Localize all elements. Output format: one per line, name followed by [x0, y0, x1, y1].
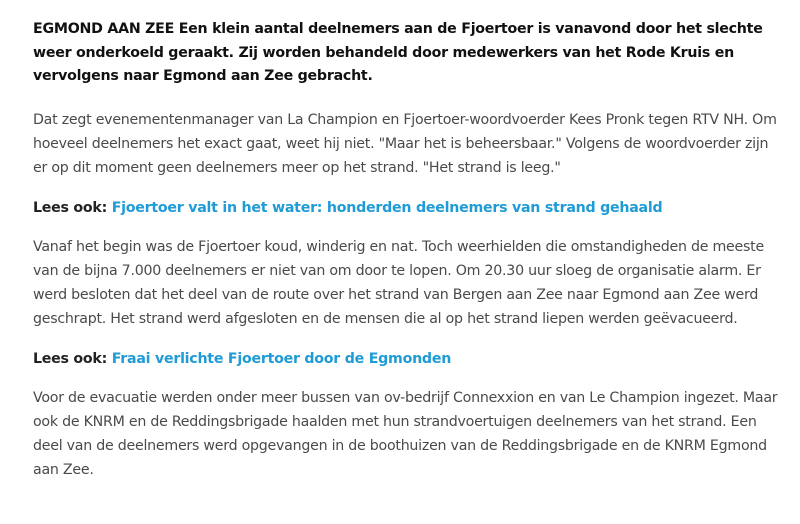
article-paragraph-3: Voor de evacuatie werden onder meer bussen van ov-bedrijf Connexxion en van Le Champion ingezet. Maar ook de KNRM en de Reddingsbrigade haalden met hun strandvoertuigen deelnemers van het strand. Een deel van de deelnemers werd opgevangen in de boothuizen van de Reddingsbrigade en de KNRM Egmond aan Zee.	[33, 389, 778, 478]
article-body	[33, 18, 785, 498]
article-lead: EGMOND AAN ZEE Een klein aantal deelnemers aan de Fjoertoer is vanavond door het slechte weer onderkoeld geraakt. Zij worden behandeld door medewerkers van het Rode Kruis en vervolgens naar Egmond aan Zee gebracht.	[33, 21, 763, 84]
read-also-label: Lees ook:	[33, 350, 112, 367]
read-also-2	[33, 347, 785, 371]
article-paragraph-2: Vanaf het begin was de Fjoertoer koud, winderig en nat. Toch weerhielden die omstandigheden de meeste van de bijna 7.000 deelnemers er niet van om door te lopen. Om 20.30 uur sloeg de organisatie alarm. Er werd besloten dat het deel van de route over het strand van Bergen aan Zee naar Egmond aan Zee werd geschrapt. Het strand werd afgesloten en de mensen die al op het strand liepen werden geëvacueerd.	[33, 238, 764, 327]
read-also-link-verlichte-fjoertoer[interactable]: Fraai verlichte Fjoertoer door de Egmonden	[111, 350, 452, 367]
read-also-1	[33, 196, 785, 220]
read-also-link-fjoertoer-water[interactable]: Fjoertoer valt in het water: honderden deelnemers van strand gehaald	[111, 199, 663, 216]
read-also-label: Lees ook:	[33, 199, 112, 216]
article-paragraph-1: Dat zegt evenementenmanager van La Champion en Fjoertoer-woordvoerder Kees Pronk tegen RTV NH. Om hoeveel deelnemers het exact gaat, weet hij niet. "Maar het is beheersbaar." Volgens de woordvoerder zijn er op dit moment geen deelnemers meer op het strand. "Het strand is leeg."	[33, 111, 777, 176]
